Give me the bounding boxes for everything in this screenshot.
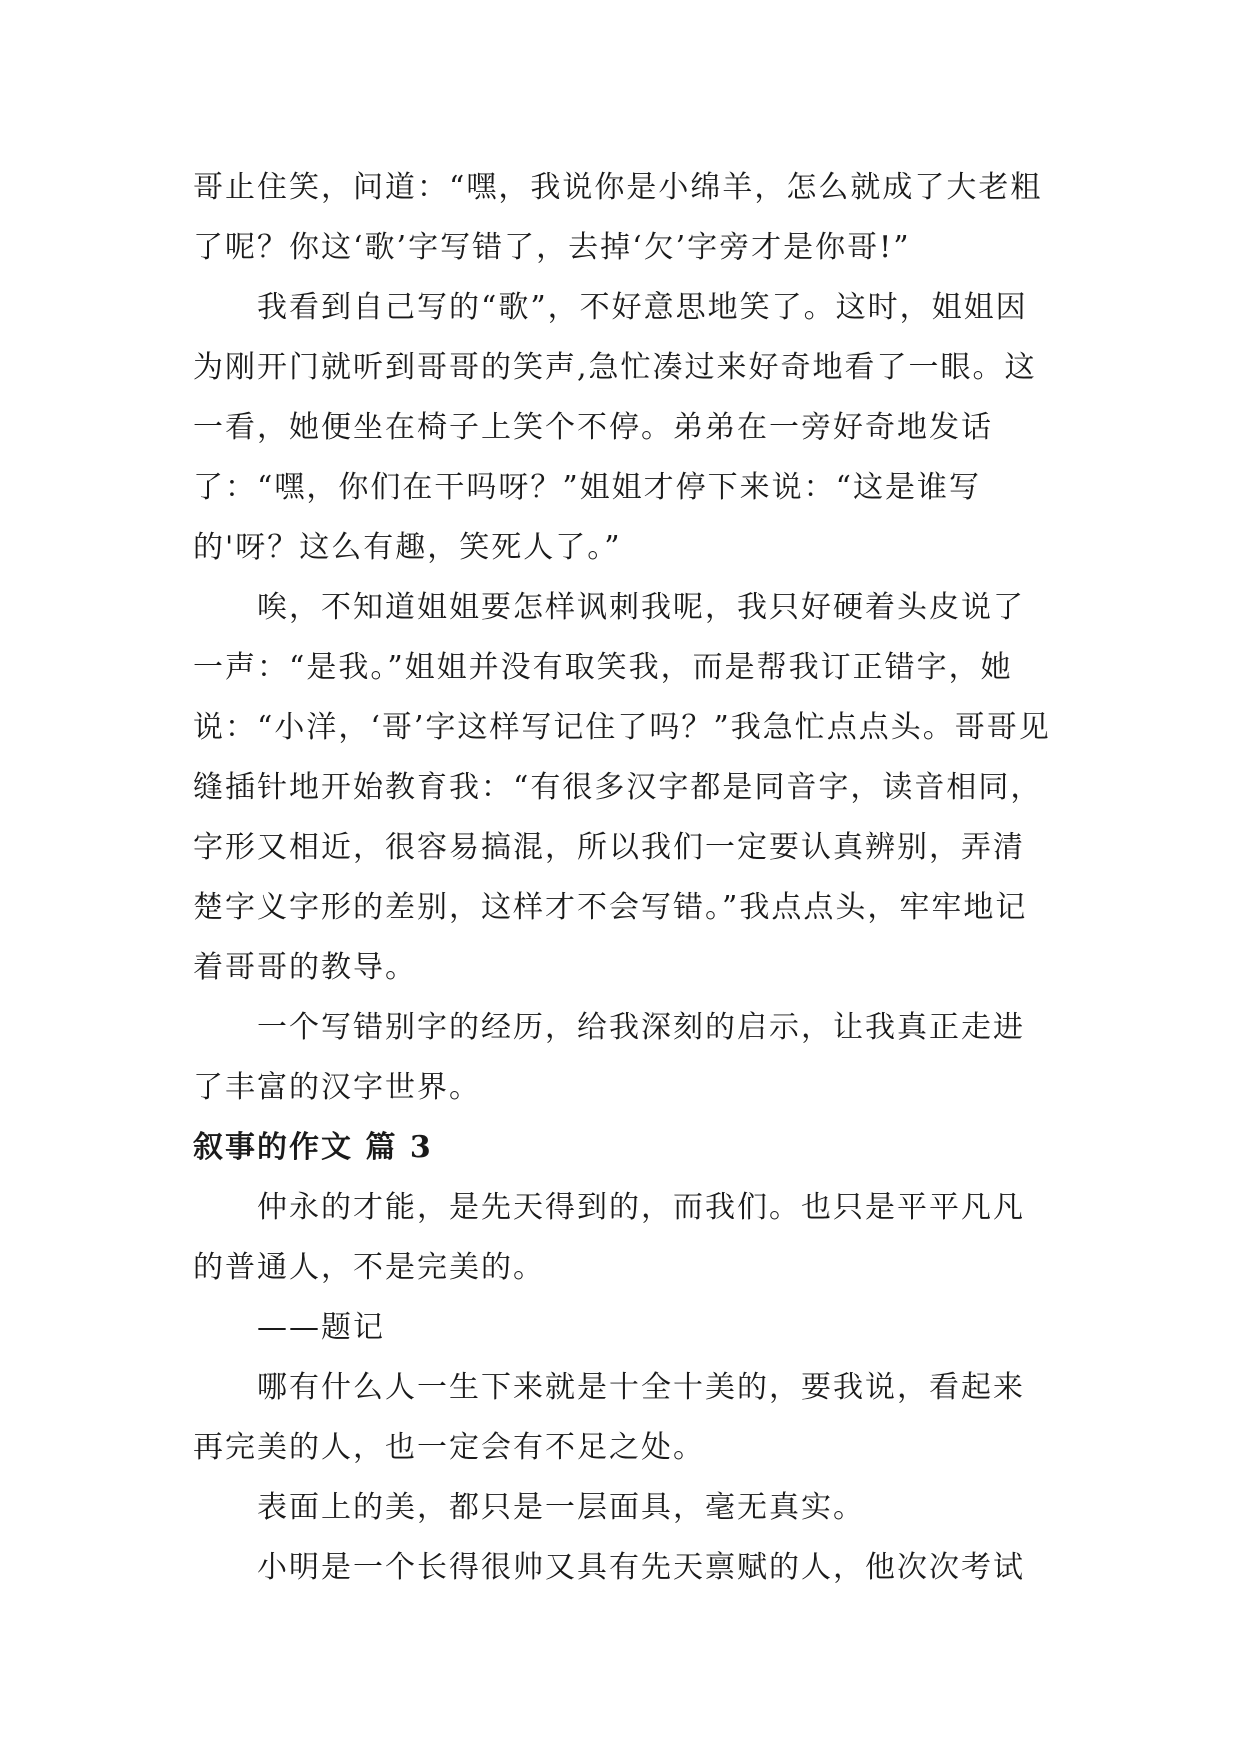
- section-heading: 叙事的作文 篇 3: [193, 1130, 433, 1165]
- section-paragraph-4: 小明是一个长得很帅又具有先天禀赋的人，他次次考试: [257, 1550, 1025, 1585]
- section-paragraph-1: 仲永的才能，是先天得到的，而我们。也只是平平凡凡的普通人，不是完美的。: [193, 1190, 1025, 1285]
- paragraph-1: 哥止住笑，问道：“嘿，我说你是小绵羊，怎么就成了大老粗了呢？你这‘歌’字写错了，去掉‘欠’字旁才是你哥!”: [193, 170, 1043, 265]
- paragraph-4: 一个写错别字的经历，给我深刻的启示，让我真正走进了丰富的汉字世界。: [193, 1010, 1025, 1105]
- paragraph-3: 唉，不知道姐姐要怎样讽刺我呢，我只好硬着头皮说了一声：“是我。”姐姐并没有取笑我，而是帮我订正错字，她说：“小洋，‘哥’字这样写记住了吗？”我急忙点点头。哥哥见缝插针地开始教育我：“有很多汉字都是同音字，读音相同，字形又相近，很容易搞混，所以我们一定要认真辨别，弄清楚字义字形的差别，这样才不会写错。”我点点头，牢牢地记着哥哥的教导。: [193, 590, 1051, 985]
- document-body: [193, 158, 1053, 1598]
- section-paragraph-2: 哪有什么人一生下来就是十全十美的，要我说，看起来再完美的人，也一定会有不足之处。: [193, 1370, 1025, 1465]
- paragraph-2: 我看到自己写的“歌”，不好意思地笑了。这时，姐姐因为刚开门就听到哥哥的笑声,急忙凑过来好奇地看了一眼。这一看，她便坐在椅子上笑个不停。弟弟在一旁好奇地发话了：“嘿，你们在干吗呀？”姐姐才停下来说：“这是谁写的'呀？这么有趣，笑死人了。”: [193, 290, 1037, 565]
- section-paragraph-3: 表面上的美，都只是一层面具，毫无真实。: [257, 1490, 865, 1525]
- epigraph-attribution: ——题记: [257, 1310, 385, 1345]
